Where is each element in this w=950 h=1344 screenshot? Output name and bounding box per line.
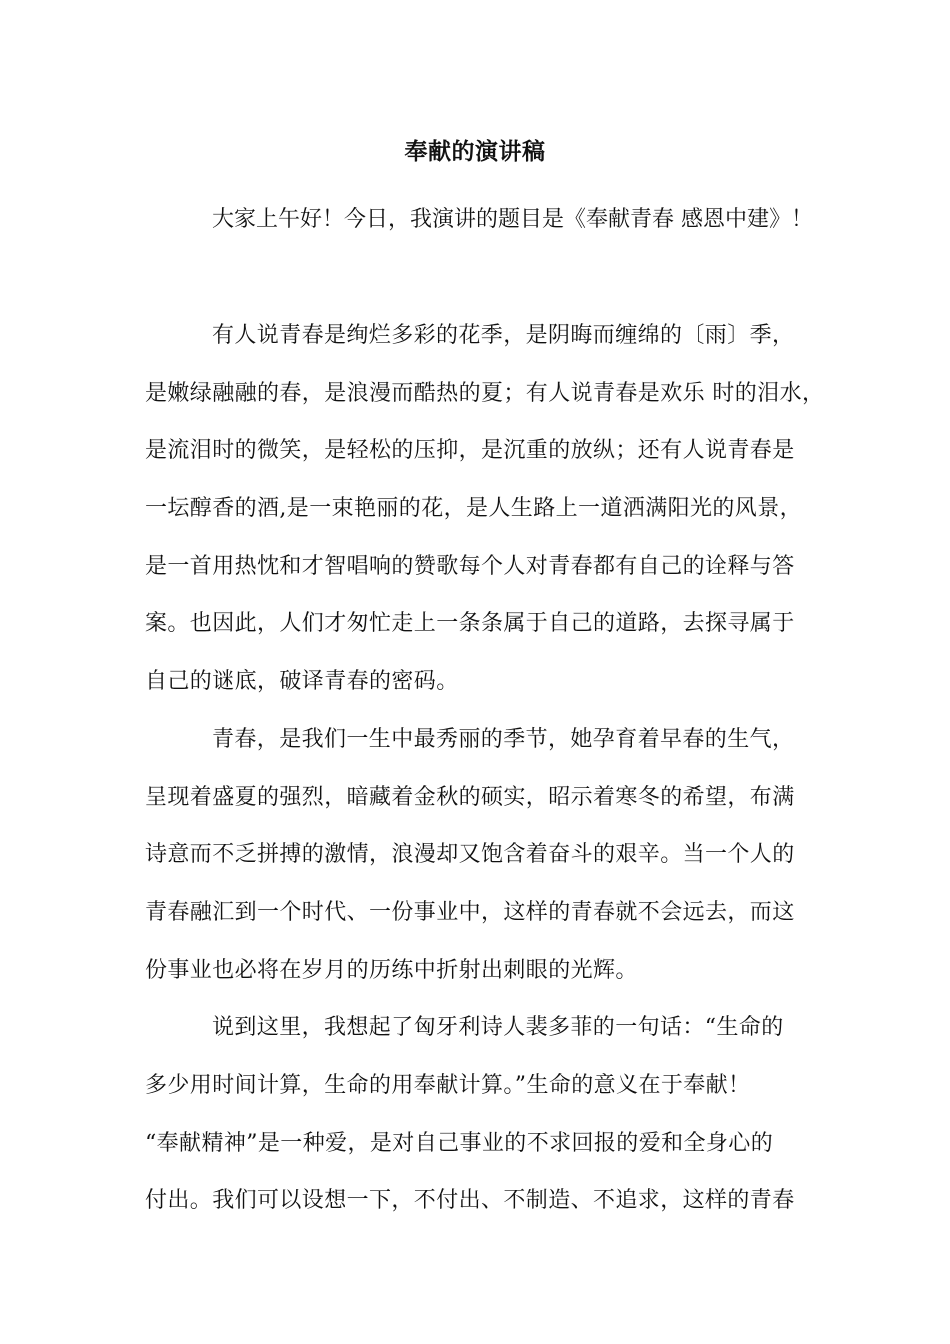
paragraph-3-line-2: 多少用时间计算，生命的用奉献计算。”生命的意义在于奉献！: [145, 1072, 751, 1098]
paragraph-1-line-6: 案。也因此，人们才匆忙走上一条条属于自己的道路，去探寻属于: [145, 611, 795, 637]
greeting-paragraph: 大家上午好！今日，我演讲的题目是《奉献青春 感恩中建》！: [212, 207, 813, 232]
document-title: 奉献的演讲稿: [404, 139, 546, 165]
paragraph-2-line-3: 诗意而不乏拼搏的激情，浪漫却又饱含着奋斗的艰辛。当一个人的: [145, 842, 795, 868]
paragraph-1-line-2: 是嫩绿融融的春，是浪漫而酷热的夏；有人说青春是欢乐 时的泪水，: [145, 380, 825, 406]
speech-body: [145, 320, 845, 1243]
paragraph-1-line-3: 是流泪时的微笑，是轻松的压抑，是沉重的放纵；还有人说青春是: [145, 438, 795, 464]
paragraph-1-line-7: 自己的谜底，破译青春的密码。: [145, 669, 459, 695]
paragraph-2-line-1: 青春，是我们一生中最秀丽的季节，她孕育着早春的生气，: [212, 726, 795, 752]
paragraph-1-line-1: 有人说青春是绚烂多彩的花季，是阴晦而缠绵的〔雨〕季，: [212, 323, 795, 348]
paragraph-3-line-1: 说到这里，我想起了匈牙利诗人裴多菲的一句话：“生命的: [212, 1015, 784, 1041]
paragraph-3-line-4: 付出。我们可以设想一下，不付出、不制造、不追求，这样的青春: [145, 1188, 795, 1214]
paragraph-1-line-5: 是一首用热忱和才智唱响的赞歌每个人对青春都有自己的诠释与答: [145, 553, 795, 579]
paragraph-2-line-2: 呈现着盛夏的强烈，暗藏着金秋的硕实，昭示着寒冬的希望，布满: [145, 784, 795, 810]
paragraph-1-line-4: 一坛醇香的酒,是一束艳丽的花，是人生路上一道洒满阳光的风景，: [145, 496, 802, 522]
paragraph-3-line-3: “奉献精神”是一种爱，是对自己事业的不求回报的爱和全身心的: [145, 1130, 774, 1156]
paragraph-2-line-5: 份事业也必将在岁月的历练中折射出刺眼的光辉。: [145, 957, 638, 983]
paragraph-2-line-4: 青春融汇到一个时代、一份事业中，这样的青春就不会远去，而这: [145, 899, 795, 925]
